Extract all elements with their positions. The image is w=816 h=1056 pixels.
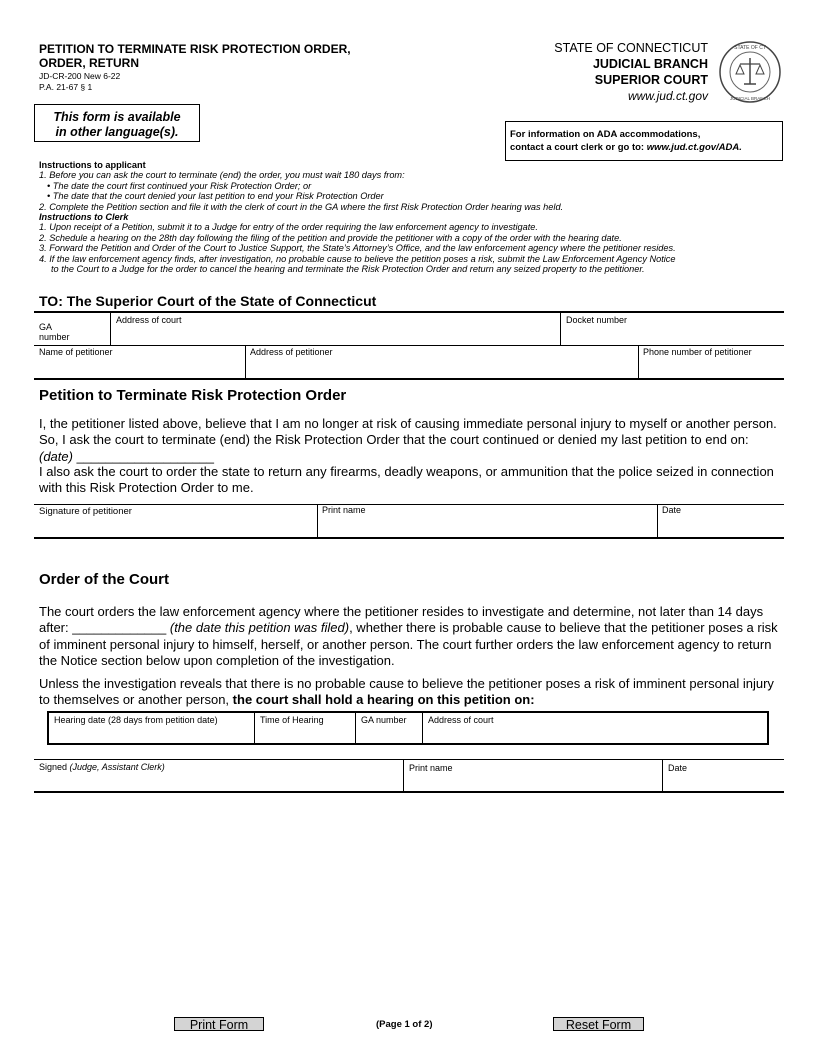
petition-date-label: Date — [662, 505, 682, 515]
clerk-instruction: 2. Schedule a hearing on the 28th day following the filing of the petition and provide the petitioner with a copy of the order with the hearing date. — [39, 232, 622, 243]
svg-text:JUDICIAL BRANCH: JUDICIAL BRANCH — [729, 96, 771, 101]
language-availability-box — [34, 104, 200, 142]
svg-text:STATE OF CT: STATE OF CT — [734, 45, 766, 51]
website: www.jud.ct.gov — [627, 89, 708, 103]
order-date-label: Date — [668, 763, 688, 773]
petitioner-phone-field[interactable] — [640, 358, 782, 376]
instructions — [39, 160, 799, 274]
hearing-time-label: Time of Hearing — [260, 715, 324, 725]
language-line1: This form is available — [53, 110, 181, 124]
petitioner-print-name-field[interactable] — [319, 518, 655, 535]
petition-paragraph-1: I, the petitioner listed above, believe that I am no longer at risk of causing immediate personal injury to myself or another person. So, I ask the court to terminate (end) the Risk Protection Order that the court continued or denied my last petition to end on: (date) ___________________ — [39, 416, 777, 464]
end-date-field[interactable]: ___________________ — [76, 448, 214, 464]
petition-title: Petition to Terminate Risk Protection Order — [39, 387, 347, 404]
clerk-instruction: 3. Forward the Petition and Order of the Court to Justice Support, the State’s Attorney’s Office, and the law enforcement agency where the petitioner resides. — [39, 243, 676, 254]
branch-name: JUDICIAL BRANCH — [592, 57, 708, 71]
form-number: JD-CR-200 New 6-22 — [39, 71, 121, 81]
form-title-line1: PETITION TO TERMINATE RISK PROTECTION ORDER, — [39, 42, 351, 56]
language-line2: in other language(s). — [55, 125, 179, 139]
reset-form-button[interactable]: Reset Form — [553, 1017, 644, 1031]
petitioner-phone-label: Phone number of petitioner — [643, 347, 752, 357]
court-section-title: TO: The Superior Court of the State of Connecticut — [39, 293, 377, 309]
applicant-instructions-heading: Instructions to applicant — [39, 160, 146, 170]
petition-date-field[interactable] — [659, 518, 782, 535]
ada-line1: For information on ADA accommodations, — [510, 129, 701, 140]
hearing-address-label: Address of court — [428, 715, 494, 725]
petitioner-print-name-label: Print name — [322, 505, 366, 515]
order-paragraph-1: The court orders the law enforcement agency where the petitioner resides to investigate and determine, not later than 14 days after: _____________ (the date this petition was filed), whether there is probable cause to believe that the petitioner poses a risk of imminent personal injury to himself, herself, or another person. The court further orders the law enforcement agency to return the Notice section below upon completion of the investigation. — [39, 604, 778, 668]
court-address-field[interactable] — [112, 326, 556, 343]
form-title — [39, 42, 419, 70]
print-form-button[interactable]: Print Form — [174, 1017, 264, 1031]
clerk-instructions-heading: Instructions to Clerk — [39, 212, 129, 223]
court-address-label: Address of court — [116, 315, 182, 325]
clerk-instruction: 1. Upon receipt of a Petition, submit it to a Judge for entry of the order requiring the law enforcement agency to investigate. — [39, 222, 538, 233]
petitioner-name-field[interactable] — [36, 358, 243, 376]
clerk-instruction: 4. If the law enforcement agency finds, after investigation, no probable cause to believe the petition poses a risk, submit the Law Enforcement Agency Notice — [39, 253, 676, 264]
applicant-instruction: 2. Complete the Petition section and file it with the clerk of court in the GA where the first Risk Protection Order hearing was held. — [39, 201, 564, 212]
hearing-address-field[interactable] — [424, 727, 766, 742]
petitioner-signature-label: Signature of petitioner — [39, 506, 132, 517]
petitioner-signature-field[interactable] — [36, 518, 315, 535]
court-name: SUPERIOR COURT — [594, 73, 708, 87]
judge-print-name-label: Print name — [409, 763, 453, 773]
hearing-date-field[interactable] — [50, 727, 252, 742]
order-date-field[interactable] — [664, 774, 782, 789]
ada-info-box — [505, 121, 783, 161]
petitioner-address-label: Address of petitioner — [250, 347, 333, 357]
order-title: Order of the Court — [39, 571, 169, 588]
applicant-instruction: • The date that the court denied your last petition to end your Risk Protection Order — [47, 191, 384, 202]
ga-number-label: GA number — [39, 322, 70, 342]
court-identity — [554, 40, 708, 104]
docket-number-field[interactable] — [562, 326, 782, 343]
state-name: STATE OF CONNECTICUT — [554, 41, 708, 55]
clerk-instruction: to the Court to a Judge for the order to cancel the hearing and terminate the Risk Protection Order and return any seized property to the petitioner. — [51, 264, 645, 275]
applicant-instruction: • The date the court first continued your Risk Protection Order; or — [47, 180, 312, 191]
hearing-date-label: Hearing date (28 days from petition date) — [54, 715, 218, 725]
judge-signature-label: Signed (Judge, Assistant Clerk) — [39, 762, 165, 772]
judge-signature-field[interactable] — [36, 774, 401, 789]
petitioner-name-label: Name of petitioner — [39, 347, 113, 357]
petitioner-address-field[interactable] — [247, 358, 636, 376]
hearing-time-field[interactable] — [256, 727, 353, 742]
end-date-label: (date) — [39, 448, 73, 464]
ada-line2: contact a court clerk or go to: www.jud.ct.gov/ADA. — [510, 142, 742, 153]
petition-filed-date-field[interactable]: _____________ — [72, 620, 167, 636]
order-paragraph-2: Unless the investigation reveals that there is no probable cause to believe the petitioner poses a risk of imminent personal injury to themselves or another person, the court shall hold a hearing on this petition on: — [39, 676, 774, 708]
judicial-seal-icon — [718, 40, 782, 104]
petition-paragraph-2: I also ask the court to order the state to return any firearms, deadly weapons, or ammunition that the police seized in connection with this Risk Protection Order to me. — [39, 464, 774, 496]
hearing-ga-field[interactable] — [357, 727, 420, 742]
statute-reference: P.A. 21-67 § 1 — [39, 82, 93, 92]
docket-number-label: Docket number — [566, 315, 628, 325]
ada-link[interactable]: www.jud.ct.gov/ADA. — [646, 142, 742, 153]
form-title-line2: ORDER, RETURN — [39, 56, 140, 70]
page-number: (Page 1 of 2) — [376, 1019, 433, 1030]
hearing-ga-label: GA number — [361, 715, 407, 725]
judge-print-name-field[interactable] — [405, 774, 660, 789]
applicant-instruction: 1. Before you can ask the court to terminate (end) the order, you must wait 180 days from: — [39, 170, 405, 181]
